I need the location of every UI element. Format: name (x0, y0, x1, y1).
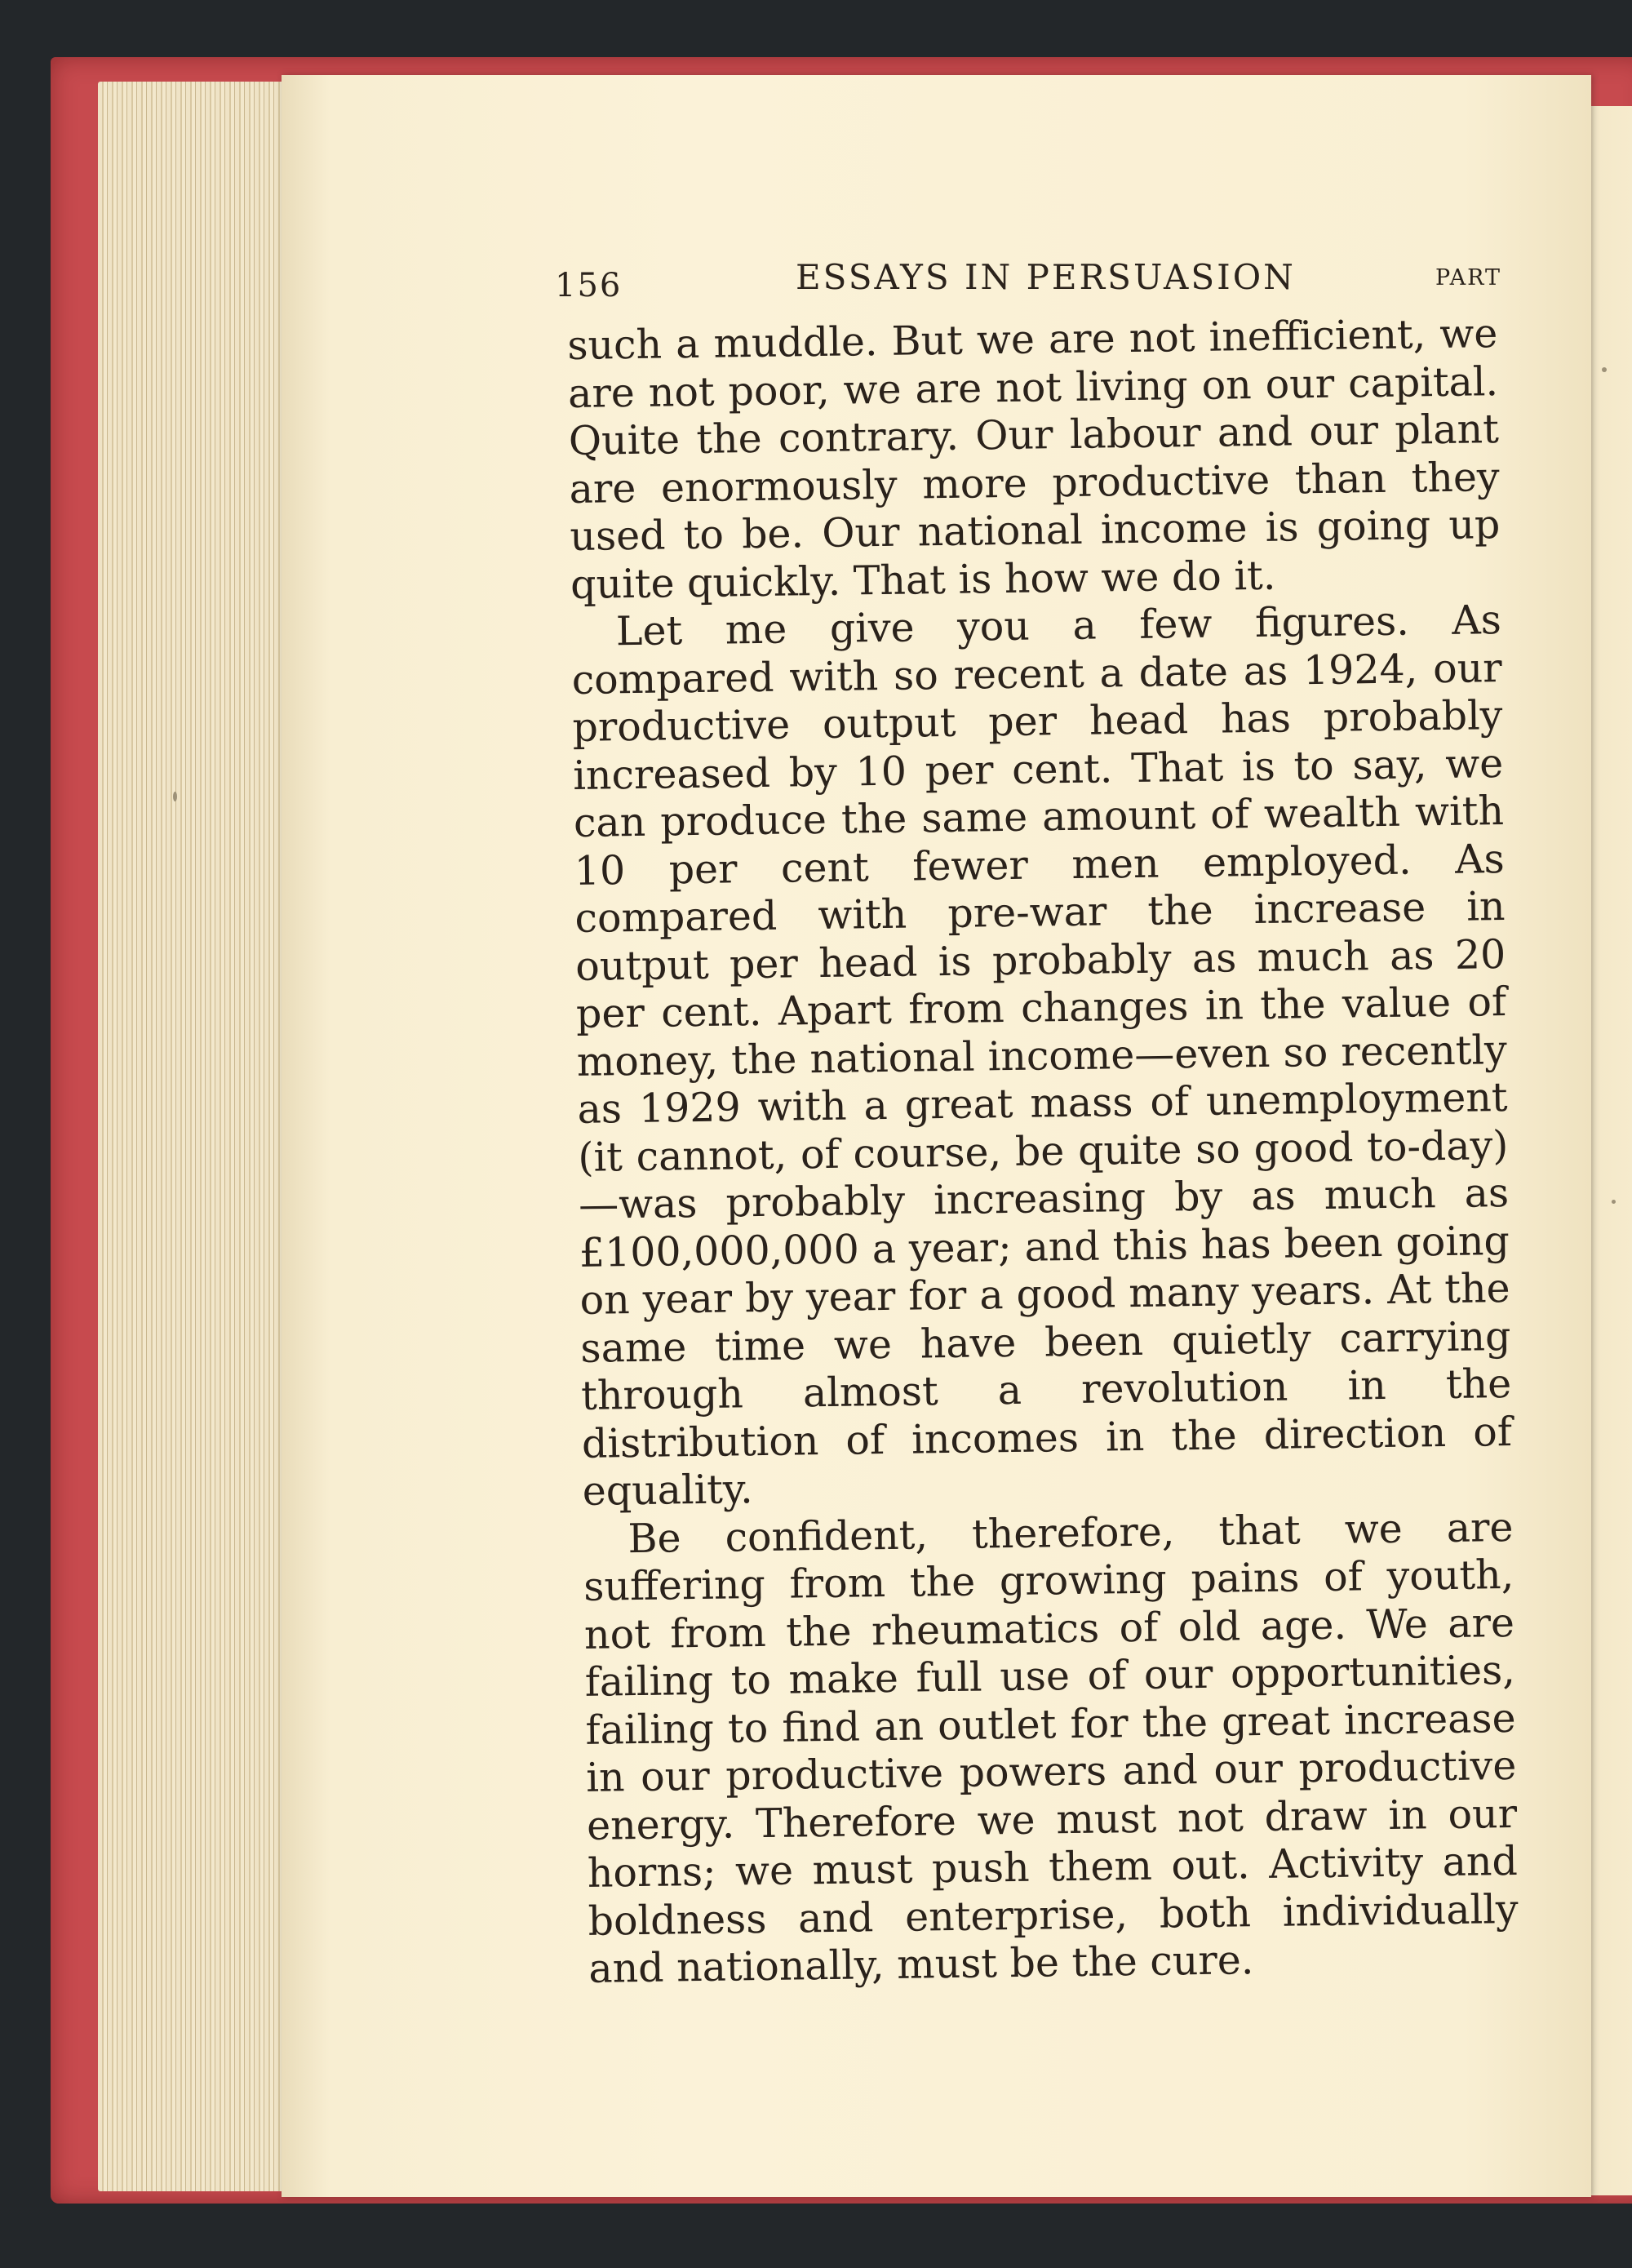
paper-speck (1602, 367, 1607, 372)
paragraph: Be confident, therefore, that we are suffering from the growing pains of youth, not from the rheumatics of old age. We are failing to make full use of our opportunities, failing to find an outlet for the great increase in our productive powers and our productive energy. Therefore we must not draw in our horns; we must push them out. Activity and boldness and enterprise, both individually and nationally, must be the cure. (583, 1503, 1519, 1992)
page-edges (98, 82, 294, 2191)
paragraph: Let me give you a few figures. As compared with so recent a date as 1924, our productive output per head has probably increased by 10 per cent. That is to say, we can produce the same amount of wealth with 10 per cent fewer men employed. As compared with pre-war the increase in output per head is probably as much as 20 per cent. Apart from changes in the value of money, the national income—even so recently as 1929 with a great mass of unemployment (it cannot, of course, be quite so good to-day) —was probably increasing by as much as £100,000,000 a year; and this has been going on year by year for a good many years. At the same time we have been quietly carrying through almost a revolution in the distribution of incomes in the direction of equality. (571, 597, 1513, 1515)
paper-speck (173, 792, 177, 801)
paragraph: such a muddle. But we are not inefficient, we are not poor, we are not living on our capital. Quite the contrary. Our labour and our plant are enormously more productive than they used to be. Our national income is going up quite quickly. That is how we do it. (567, 310, 1501, 608)
running-head (555, 249, 1501, 314)
body-text (567, 310, 1519, 1993)
running-title: ESSAYS IN PERSUASION (796, 257, 1296, 297)
paper-speck (1612, 1200, 1616, 1204)
section-label: PART (1435, 265, 1501, 291)
page-number: 156 (555, 267, 623, 304)
